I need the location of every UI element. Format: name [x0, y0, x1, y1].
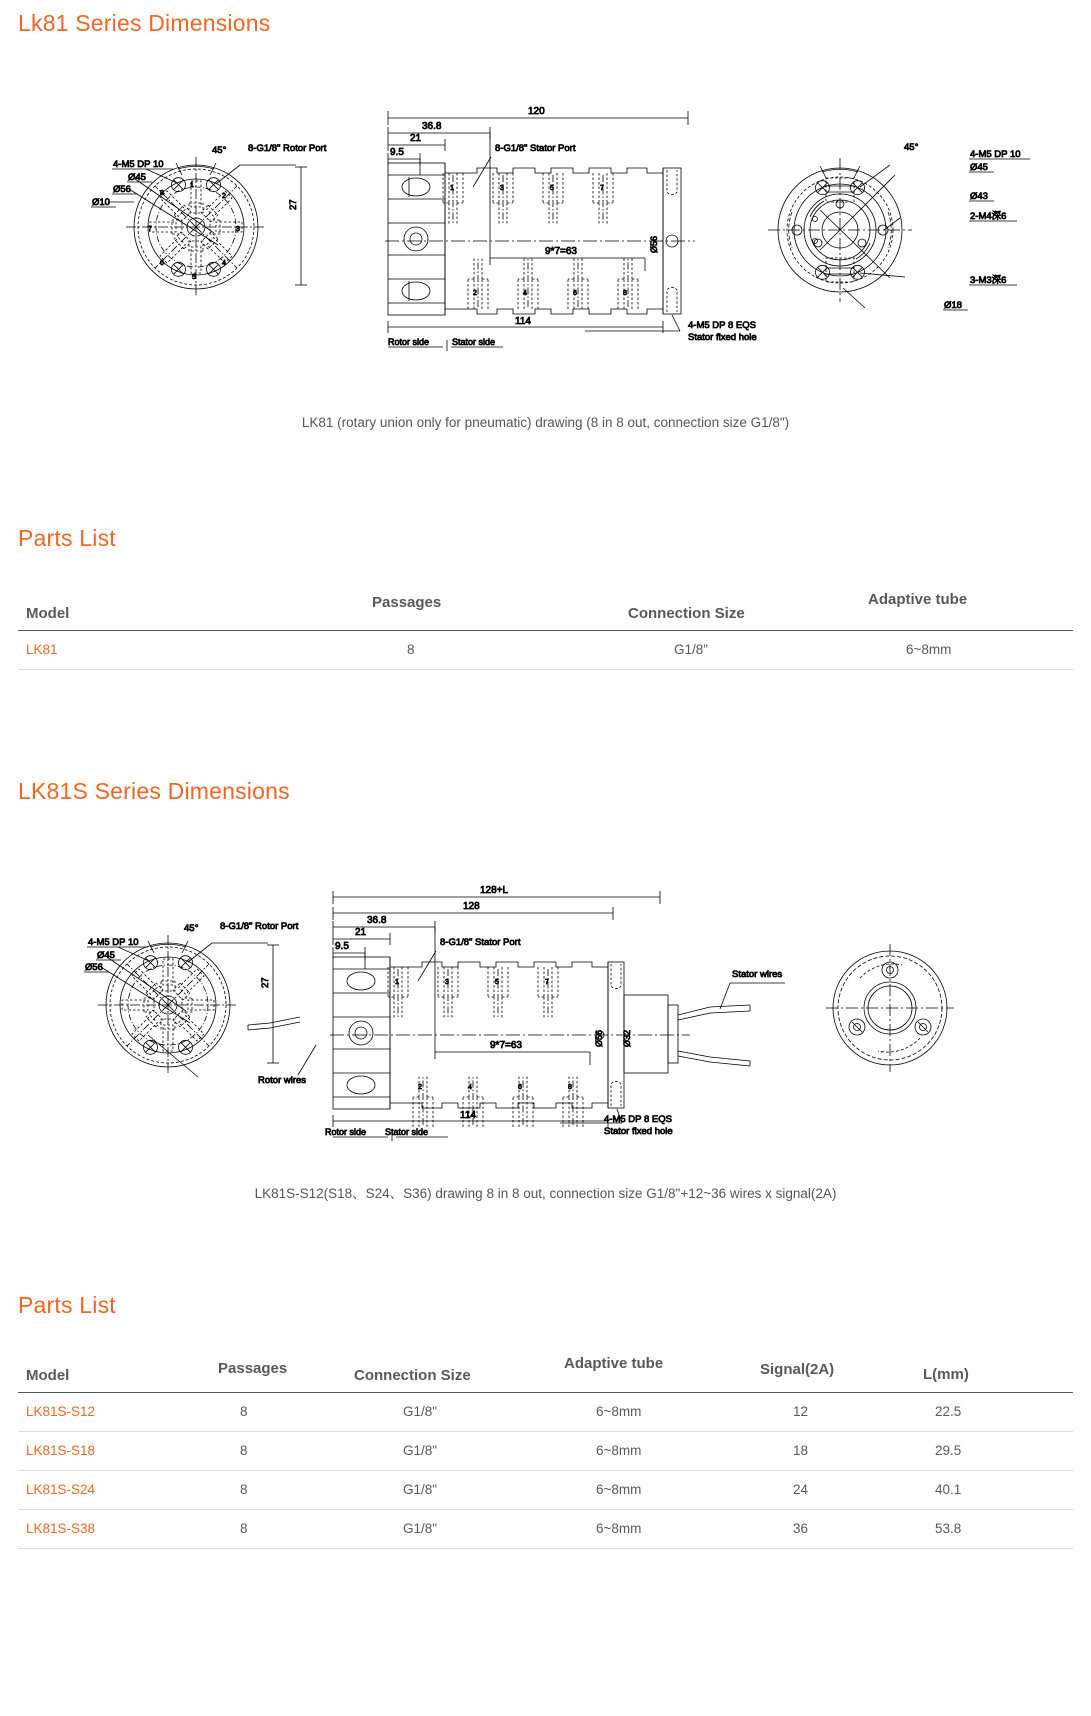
label-stator-fixed-hole-r2: Stator fixed hole [604, 1126, 673, 1137]
cell-passages: 8 [240, 1482, 248, 1497]
cell-model: LK81S-S18 [26, 1443, 96, 1458]
table1-header-row [18, 578, 1073, 631]
dim-114: 114 [515, 316, 531, 327]
table-row[interactable] [18, 1471, 1073, 1510]
dim-d32: Ø32 [622, 1029, 632, 1047]
label-d56: Ø56 [113, 184, 131, 195]
svg-text:6: 6 [160, 260, 164, 267]
th2-model: Model [26, 1367, 70, 1384]
label-45-degrees-r2: 45° [184, 923, 199, 934]
th2-passages: Passages [218, 1360, 288, 1377]
th2-signal: Signal(2A) [760, 1361, 835, 1378]
svg-text:2: 2 [222, 193, 226, 200]
cell-model: LK81S-S24 [26, 1482, 96, 1497]
cell-connection: G1/8" [403, 1521, 438, 1536]
cell-signal: 18 [793, 1443, 809, 1458]
svg-text:8: 8 [160, 190, 164, 197]
dim-9x7-63-r2: 9*7=63 [490, 1040, 522, 1051]
label-d10: Ø10 [92, 197, 110, 208]
svg-text:4: 4 [468, 1084, 472, 1091]
lk81-drawing-caption: LK81 (rotary union only for pneumatic) drawing (8 in 8 out, connection size G1/8") [301, 415, 790, 430]
label-3m3: 3-M3深6 [970, 275, 1007, 286]
label-4m5-dp8-eqs: 4-M5 DP 8 EQS [688, 320, 756, 331]
svg-text:3: 3 [445, 979, 449, 986]
dim-9-5-r2: 9.5 [335, 941, 349, 952]
svg-text:6: 6 [573, 290, 577, 297]
svg-text:7: 7 [545, 979, 549, 986]
cell-model: LK81S-S38 [26, 1521, 96, 1536]
svg-text:6: 6 [518, 1084, 522, 1091]
th-model: Model [26, 605, 70, 622]
label-4m5-dp10: 4-M5 DP 10 [113, 159, 164, 170]
label-d43: Ø43 [970, 191, 988, 202]
cell-connection: G1/8" [403, 1482, 438, 1497]
cell-signal: 24 [793, 1482, 809, 1497]
label-d45-stator: Ø45 [970, 162, 988, 173]
svg-text:2: 2 [418, 1084, 422, 1091]
dim-21-r2: 21 [355, 927, 367, 938]
parts-list-2-title: Parts List [18, 1292, 116, 1318]
label-rotor-port-r2: 8-G1/8" Rotor Port [220, 921, 299, 932]
dim-114-r2: 114 [460, 1110, 476, 1121]
th2-adaptive: Adaptive tube [564, 1355, 664, 1372]
parts-list-1-title: Parts List [18, 525, 116, 551]
th2-length: L(mm) [923, 1366, 969, 1383]
table-row[interactable] [18, 1510, 1073, 1549]
parts-list-table-2 [18, 1340, 1073, 1549]
label-45-degrees: 45° [212, 145, 227, 156]
cell-passages: 8 [240, 1404, 248, 1419]
label-rotor-port: 8-G1/8" Rotor Port [248, 143, 327, 154]
table-row[interactable] [18, 1432, 1073, 1471]
label-stator-side-r2: Stator side [385, 1127, 429, 1137]
dim-36-8-r2: 36.8 [367, 915, 387, 926]
label-27-r2: 27 [260, 977, 271, 988]
th-connection: Connection Size [628, 605, 745, 622]
svg-text:2: 2 [473, 290, 477, 297]
label-4m5-dp8-eqs-r2: 4-M5 DP 8 EQS [604, 1114, 672, 1125]
cell-connection: G1/8" [403, 1443, 438, 1458]
label-rotor-wires: Rotor wires [258, 1075, 307, 1086]
cell-passages: 8 [240, 1521, 248, 1536]
label-d18: Ø18 [944, 300, 962, 311]
label-rotor-side-r2: Rotor side [325, 1127, 367, 1137]
dim-128: 128 [463, 901, 480, 912]
label-rotor-side: Rotor side [388, 337, 430, 347]
svg-text:5: 5 [495, 979, 499, 986]
dim-36-8: 36.8 [422, 121, 442, 132]
cell-tube: 6~8mm [596, 1521, 642, 1536]
parts-list-table-1 [18, 578, 1073, 670]
svg-text:3: 3 [236, 226, 240, 233]
svg-text:4: 4 [523, 290, 527, 297]
dim-d56-r2: Ø56 [594, 1029, 604, 1047]
cell-length: 40.1 [935, 1482, 962, 1497]
page-title-lk81s: LK81S Series Dimensions [18, 778, 290, 804]
cell-tube: 6~8mm [596, 1443, 642, 1458]
cell-model: LK81S-S12 [26, 1404, 96, 1419]
cell-length: 29.5 [935, 1443, 962, 1458]
cell-tube: 6~8mm [596, 1404, 642, 1419]
svg-text:1: 1 [395, 979, 399, 986]
label-stator-port-r2: 8-G1/8" Stator Port [440, 937, 521, 948]
label-d56-r2: Ø56 [85, 962, 103, 973]
table-row[interactable] [18, 1393, 1073, 1432]
label-4m5-dp10-stator: 4-M5 DP 10 [970, 149, 1021, 160]
label-stator-port: 8-G1/8" Stator Port [495, 143, 576, 154]
svg-text:5: 5 [550, 185, 554, 192]
dim-9-5: 9.5 [390, 147, 404, 158]
cell-passages: 8 [240, 1443, 248, 1458]
cell-connection: G1/8" [674, 642, 709, 657]
svg-text:7: 7 [600, 185, 604, 192]
cell-tube: 6~8mm [596, 1482, 642, 1497]
label-stator-wires: Stator wires [732, 969, 783, 980]
cell-tube: 6~8mm [906, 642, 952, 657]
dim-9x7-63: 9*7=63 [545, 246, 577, 257]
label-stator-side: Stator side [452, 337, 496, 347]
cell-passages: 8 [407, 642, 415, 657]
label-4m5-dp10-r2: 4-M5 DP 10 [88, 937, 139, 948]
svg-text:5: 5 [192, 274, 196, 281]
table-row[interactable] [18, 631, 1073, 670]
th2-connection: Connection Size [354, 1367, 471, 1384]
lk81s-drawing-caption: LK81S-S12(S18、S24、S36) drawing 8 in 8 out, connection size G1/8"+12~36 wires x signal(2A) [254, 1186, 837, 1201]
cell-connection: G1/8" [403, 1404, 438, 1419]
svg-text:7: 7 [148, 226, 152, 233]
svg-text:4: 4 [222, 260, 226, 267]
svg-text:3: 3 [500, 185, 504, 192]
dim-120: 120 [528, 106, 545, 117]
label-d45-r2: Ø45 [97, 950, 115, 961]
cell-length: 53.8 [935, 1521, 962, 1536]
cell-signal: 36 [793, 1521, 809, 1536]
svg-text:8: 8 [568, 1084, 572, 1091]
label-27-left: 27 [288, 199, 299, 210]
label-2m4: 2-M4深6 [970, 211, 1007, 222]
cell-length: 22.5 [935, 1404, 962, 1419]
dim-d56: Ø56 [649, 235, 659, 253]
th-passages: Passages [372, 594, 442, 611]
svg-text:1: 1 [450, 185, 454, 192]
table2-header-row [18, 1340, 1073, 1393]
svg-text:8: 8 [623, 290, 627, 297]
lk81s-dimension-drawing [0, 865, 1091, 1145]
dim-21: 21 [410, 133, 422, 144]
th-adaptive: Adaptive tube [868, 591, 968, 608]
label-45-degrees-stator: 45° [904, 142, 919, 153]
svg-text:1: 1 [190, 182, 194, 189]
cell-signal: 12 [793, 1404, 809, 1419]
cell-model: LK81 [26, 642, 58, 657]
label-d45: Ø45 [128, 172, 146, 183]
page-title-lk81: Lk81 Series Dimensions [18, 10, 271, 36]
lk81-dimension-drawing [0, 95, 1091, 380]
label-stator-fixed-hole: Stator fixed hole [688, 332, 757, 343]
dim-128-plus-L: 128+L [480, 885, 509, 896]
